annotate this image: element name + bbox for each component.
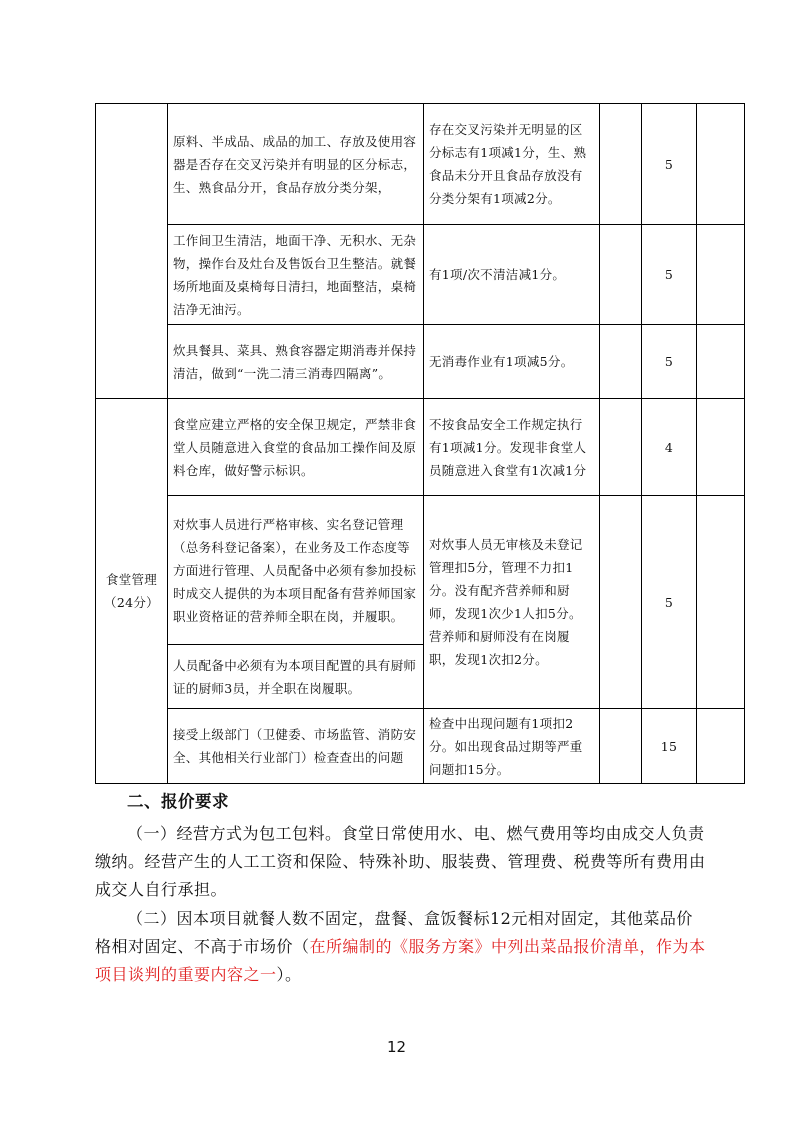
scoring-table — [95, 103, 745, 784]
blank-cell — [697, 104, 745, 225]
deduction-cell: 无消毒作业有1项减5分。 — [424, 325, 600, 399]
standard-cell: 人员配备中必须有为本项目配置的具有厨师证的厨师3员，并全职在岗履职。 — [168, 645, 424, 709]
paragraph-pricing — [95, 905, 707, 989]
score-cell: 5 — [642, 104, 697, 225]
table-row — [96, 225, 745, 325]
score-cell: 5 — [642, 496, 697, 709]
standard-cell: 对炊事人员进行严格审核、实名登记管理（总务科登记备案），在业务及工作态度等方面进行管理、人员配备中必须有参加投标时成交人提供的为本项目配备有营养师国家职业资格证的营养师全职在岗，并履职。 — [168, 496, 424, 645]
standard-cell: 食堂应建立严格的安全保卫规定，严禁非食堂人员随意进入食堂的食品加工操作间及原料仓库，做好警示标识。 — [168, 399, 424, 496]
blank-cell — [697, 325, 745, 399]
deduction-cell: 有1项/次不清洁减1分。 — [424, 225, 600, 325]
deduction-cell: 检查中出现问题有1项扣2分。如出现食品过期等严重问题扣15分。 — [424, 709, 600, 784]
category-cell-empty — [96, 104, 168, 399]
page-number: 12 — [386, 1038, 407, 1056]
deduction-cell: 对炊事人员无审核及未登记管理扣5分，管理不力扣1分。没有配齐营养师和厨师，发现1次少1人扣5分。营养师和厨师没有在岗履职，发现1次扣2分。 — [424, 496, 600, 709]
deduction-cell: 不按食品安全工作规定执行有1项减1分。发现非食堂人员随意进入食堂有1次减1分 — [424, 399, 600, 496]
blank-cell — [600, 325, 642, 399]
blank-cell — [697, 399, 745, 496]
blank-cell — [600, 399, 642, 496]
blank-cell — [600, 709, 642, 784]
score-cell: 15 — [642, 709, 697, 784]
category-label: 食堂管理 — [105, 572, 158, 587]
blank-cell — [697, 709, 745, 784]
score-cell: 4 — [642, 399, 697, 496]
category-cell — [96, 399, 168, 784]
blank-cell — [600, 225, 642, 325]
standard-cell: 接受上级部门（卫健委、市场监管、消防安全、其他相关行业部门）检查查出的问题 — [168, 709, 424, 784]
score-cell: 5 — [642, 325, 697, 399]
category-points: （24分） — [104, 595, 159, 610]
table-row — [96, 325, 745, 399]
blank-cell — [600, 496, 642, 709]
blank-cell — [697, 496, 745, 709]
blank-cell — [600, 104, 642, 225]
blank-cell — [697, 225, 745, 325]
table-row — [96, 399, 745, 496]
table-row — [96, 104, 745, 225]
paragraph-business-mode: （一）经营方式为包工包料。食堂日常使用水、电、燃气费用等均由成交人负责缴纳。经营产生的人工工资和保险、特殊补助、服装费、管理费、税费等所有费用由成交人自行承担。 — [95, 824, 706, 899]
deduction-cell: 存在交叉污染并无明显的区分标志有1项减1分，生、熟食品未分开且食品存放没有分类分架有1项减2分。 — [424, 104, 600, 225]
standard-cell: 工作间卫生清洁，地面干净、无积水、无杂物，操作台及灶台及售饭台卫生整洁。就餐场所地面及桌椅每日清扫，地面整洁，桌椅洁净无油污。 — [168, 225, 424, 325]
pricing-highlight: 在所编制的《服务方案》中列出菜品报价清单，作为本项目谈判的重要内容之一 — [95, 937, 706, 984]
table-row — [96, 496, 745, 645]
pricing-tail: ）。 — [276, 965, 302, 984]
section-heading: 二、报价要求 — [127, 792, 229, 811]
standard-cell: 原料、半成品、成品的加工、存放及使用容器是否存在交叉污染并有明显的区分标志，生、熟食品分开，食品存放分类分架， — [168, 104, 424, 225]
table-row — [96, 709, 745, 784]
standard-cell: 炊具餐具、菜具、熟食容器定期消毒并保持清洁，做到“一洗二清三消毒四隔离”。 — [168, 325, 424, 399]
score-cell: 5 — [642, 225, 697, 325]
pricing-text: （二）因本项目就餐人数不固定，盘餐、盒饭餐标12元相对固定，其他菜品价格相对固定、不高于市场价（ — [95, 909, 693, 956]
